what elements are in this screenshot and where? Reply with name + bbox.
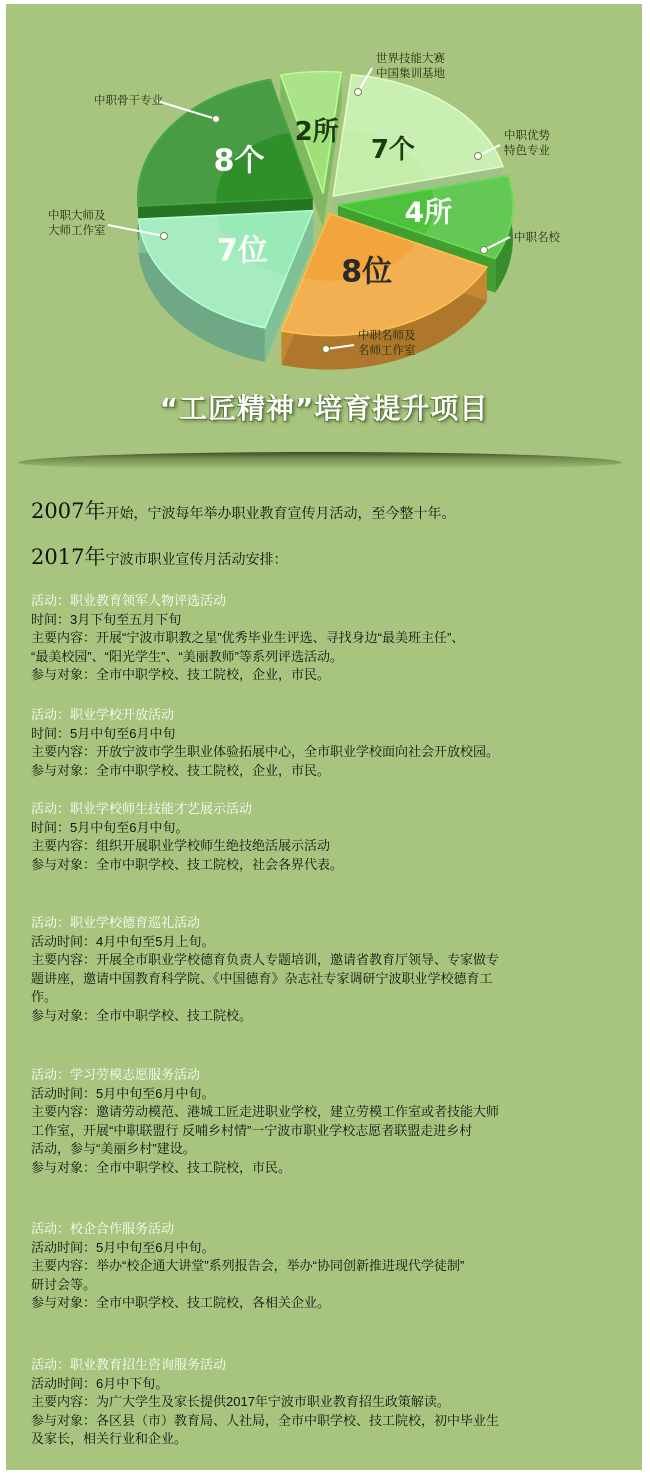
activity-line: 参与对象：全市中职学校、技工院校，市民。 [31, 1159, 292, 1175]
category-label-line: 中职骨干专业 [94, 93, 163, 107]
activity-line: 活动，参与“美丽乡村”建设。 [31, 1141, 196, 1156]
category-label-line: 大师工作室 [48, 223, 106, 237]
activity-line: 参与对象：全市中职学校、技工院校，企业，市民。 [31, 762, 331, 778]
slice-value-label: 2所 [294, 117, 339, 148]
category-label-line: 世界技能大赛 [376, 51, 445, 65]
activity-line: 参与对象：全市中职学校、技工院校，各相关企业。 [31, 1295, 331, 1310]
leader-dot [323, 346, 330, 353]
activity-line: 及家长，相关行业和企业。 [31, 1431, 188, 1446]
activity-block [31, 1220, 621, 1313]
leader-dot [355, 89, 362, 96]
category-label-line: 名师工作室 [358, 343, 416, 357]
activity-title: 活动：职业教育领军人物评选活动 [31, 593, 227, 608]
activity-line: 时间：3月下旬至五月下旬 [31, 611, 182, 627]
category-label-line: 中职名校 [514, 230, 560, 244]
activity-line: 活动时间：5月中旬至6月中旬。 [31, 1239, 215, 1255]
category-label-line: 中职大师及 [48, 208, 106, 222]
activity-line: 活动时间：5月中旬至6月中旬。 [31, 1085, 215, 1101]
activity-title: 活动：职业学校开放活动 [31, 707, 175, 722]
activity-title: 活动：校企合作服务活动 [31, 1221, 175, 1236]
infographic-panel [6, 4, 642, 1470]
activity-block [31, 592, 621, 685]
slice-value-label: 8位 [341, 254, 393, 290]
category-label-line: 中职名师及 [358, 328, 416, 342]
category-label-line: 特色专业 [504, 143, 550, 157]
activity-line: 作。 [31, 989, 58, 1004]
slice-value-label: 4所 [404, 195, 453, 229]
activity-block [31, 914, 621, 1025]
activity-line: 主要内容：举办“校企通大讲堂”系列报告会，举办“协同创新推进现代学徒制” [31, 1258, 465, 1273]
leader-dot [481, 247, 488, 254]
slice-value-label: 8个 [213, 143, 265, 179]
activity-block [31, 1356, 621, 1449]
activity-line: 主要内容：开放宁波市学生职业体验拓展中心，全市职业学校面向社会开放校园。 [31, 744, 500, 759]
pie-chart [6, 4, 642, 384]
activity-line: 活动时间：4月中旬至5月上旬。 [31, 933, 215, 949]
slice-value-label: 7位 [216, 233, 268, 269]
leader-dot [475, 153, 482, 160]
activity-line: 主要内容：开展全市职业学校德育负责人专题培训，邀请省教育厅领导、专家做专 [31, 952, 500, 967]
intro-year-1: 2007年 [31, 499, 106, 523]
activity-line: 题讲座，邀请中国教育科学院、《中国德育》杂志社专家调研宁波职业学校德育工 [31, 970, 493, 986]
category-label-line: 中国集训基地 [376, 66, 445, 80]
chart-title: “工匠精神”培育提升项目 [159, 392, 489, 425]
divider [18, 452, 622, 470]
activity-title: 活动：学习劳模志愿服务活动 [31, 1067, 201, 1082]
slice-value-label: 7个 [370, 135, 415, 166]
activity-line: 参与对象：全市中职学校、技工院校。 [31, 1007, 253, 1023]
activity-block [31, 1066, 621, 1177]
activity-block [31, 706, 621, 780]
intro-text-1: 开始，宁波每年举办职业教育宣传月活动，至今整十年。 [105, 505, 456, 521]
category-label-line: 中职优势 [504, 128, 550, 142]
activity-line: 主要内容：邀请劳动模范、港城工匠走进职业学校，建立劳模工作室或者技能大师 [31, 1104, 500, 1119]
activity-line: 主要内容：开展“宁波市职教之星”优秀毕业生评选、寻找身边“最美班主任”、 [31, 630, 465, 645]
intro-line-1 [31, 500, 455, 524]
leader-dot [161, 233, 168, 240]
activity-title: 活动：职业学校师生技能才艺展示活动 [31, 801, 253, 816]
activity-line: 参与对象：全市中职学校、技工院校，社会各界代表。 [31, 856, 344, 872]
activity-line: 研讨会等。 [31, 1276, 97, 1292]
activity-line: 主要内容：为广大学生及家长提供2017年宁波市职业教育招生政策解读。 [31, 1394, 450, 1409]
activity-title: 活动：职业学校德育巡礼活动 [31, 915, 201, 930]
intro-line-2 [31, 546, 287, 570]
activity-title: 活动：职业教育招生咨询服务活动 [31, 1357, 227, 1372]
intro-text-2: 宁波市职业宣传月活动安排： [105, 551, 288, 567]
intro-year-2: 2017年 [31, 545, 106, 569]
activity-line: 参与对象：各区县（市）教育局、人社局，全市中职学校、技工院校，初中毕业生 [31, 1412, 500, 1428]
activity-line: 工作室，开展“中职联盟行 反哺乡村情”一宁波市职业学校志愿者联盟走进乡村 [31, 1122, 473, 1138]
activity-line: 时间：5月中旬至6月中旬。 [31, 819, 189, 835]
leader-dot [213, 116, 220, 123]
activity-line: “最美校园”、“阳光学生”、“美丽教师”等系列评选活动。 [31, 648, 343, 664]
activity-block [31, 800, 621, 874]
activity-line: 活动时间：6月中下旬。 [31, 1375, 169, 1391]
activity-line: 时间：5月中旬至6月中旬 [31, 725, 176, 741]
activity-line: 主要内容：组织开展职业学校师生绝技绝活展示活动 [31, 838, 331, 853]
activity-line: 参与对象：全市中职学校、技工院校，企业，市民。 [31, 667, 331, 682]
